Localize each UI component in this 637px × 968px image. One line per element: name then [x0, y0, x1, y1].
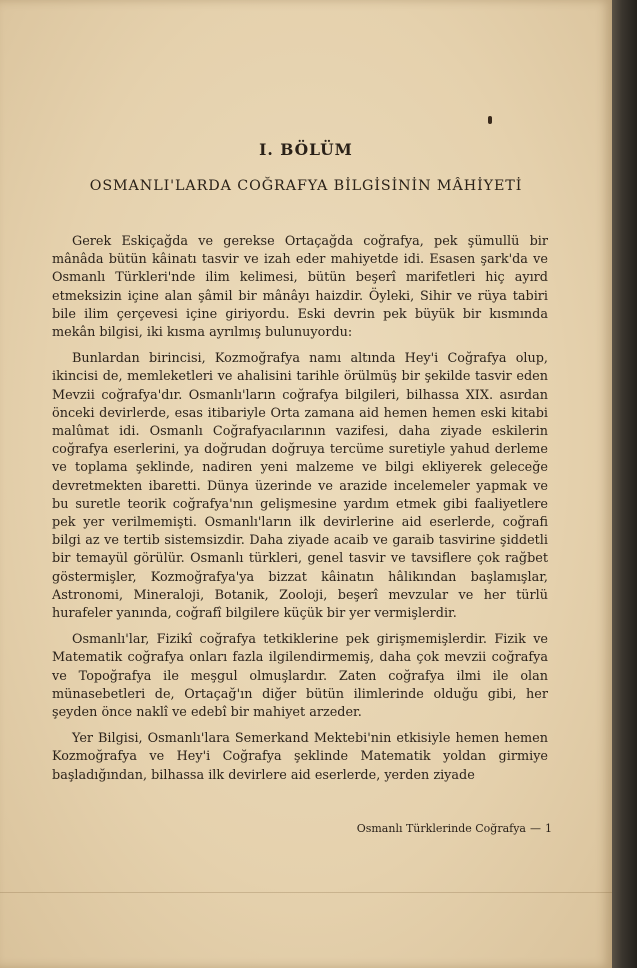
chapter-title: OSMANLI'LARDA COĞRAFYA BİLGİSİNİN MÂHİYETİ: [89, 178, 523, 194]
page-number: 1: [545, 822, 552, 835]
book-spine: [612, 0, 637, 968]
chapter-heading: I. BÖLÜM: [259, 140, 353, 159]
paragraph-2: Bunlardan birincisi, Kozmoğrafya namı altında Hey'i Coğrafya olup, ikincisi de, memleketleri ve ahalisini tarihle örülmüş bir şekilde tasvir eden Mevzii coğrafya'dır. Osmanlı'ların coğrafya bilgileri, bilhassa XIX. asırdan önceki devirlerde, esas itibariyle Orta zamana aid hemen hemen eski kitabi malûmat idi. Osmanlı Coğrafyacılarının vazifesi, daha ziyade eskilerin coğrafya eserlerini, ya doğrudan doğruya tercüme suretiyle yahud derleme ve toplama şeklinde, nadiren yeni malzeme ve bilgi ekliyerek geleceğe devretmekten ibaretti. Dünya üzerinde ve arazide incelemeler yapmak ve bu suretle teorik coğrafya'nın gelişmesine yardım etmek gibi faaliyetlere pek yer verilmemişti. Osmanlı'ların ilk devirlerine aid eserlerde, coğrafi bilgi az ve tertib sistemsizdir. Daha ziyade acaib ve garaib tasvirine şiddetli bir temayül görülür. Osmanlı türkleri, genel tasvir ve tavsiflere çok rağbet göstermişler, Kozmoğrafya'ya bizzat kâinatın hâlikından başlamışlar, Astronomi, Mineraloji, Botanik, Zooloji, beşerî mevzular ve her türlü hurafeler yanında, coğrafî bilgilere küçük bir yer vermişlerdir.: [52, 351, 548, 622]
running-title: Osmanlı Türklerinde Coğrafya: [356, 822, 526, 835]
body-text: [52, 233, 548, 793]
paragraph-4: Yer Bilgisi, Osmanlı'lara Semerkand Mektebi'nin etkisiyle hemen hemen Kozmoğrafya ve Hey'i Coğrafya şeklinde Matematik yoldan girmiye başladığından, bilhassa ilk devirlere aid eserlerde, yerden ziyade: [52, 731, 548, 783]
ink-spot: [488, 116, 492, 124]
page-fold-line: [0, 892, 612, 893]
page-footer: [322, 822, 552, 835]
paragraph-3: Osmanlı'lar, Fizikî coğrafya tetkiklerine pek girişmemişlerdir. Fizik ve Matematik coğrafya onları fazla ilgilendirmemiş, daha çok mevzii coğrafya ve Topoğrafya ile meşgul olmuşlardır. Zaten coğrafya ilmi ile olan münasebetleri de, Ortaçağ'ın diğer bütün ilimlerinde olduğu gibi, her şeyden önce naklî ve edebî bir mahiyet arzeder.: [52, 632, 548, 721]
paragraph-1: Gerek Eskiçağda ve gerekse Ortaçağda coğrafya, pek şümullü bir mânâda bütün kâinatı tasvir ve izah eder mahiyetde idi. Esasen şark'da ve Osmanlı Türkleri'nde ilim kelimesi, bütün beşerî marifetleri hiç ayırd etmeksizin içine alan şâmil bir mânâyı haizdir. Öyleki, Sihir ve rüya tabiri bile ilim çerçevesi içine giriyordu. Eski devrin pek büyük bir kısmında mekân bilgisi, iki kısma ayrılmış bulunuyordu:: [52, 234, 548, 341]
footer-dash: —: [530, 822, 541, 835]
